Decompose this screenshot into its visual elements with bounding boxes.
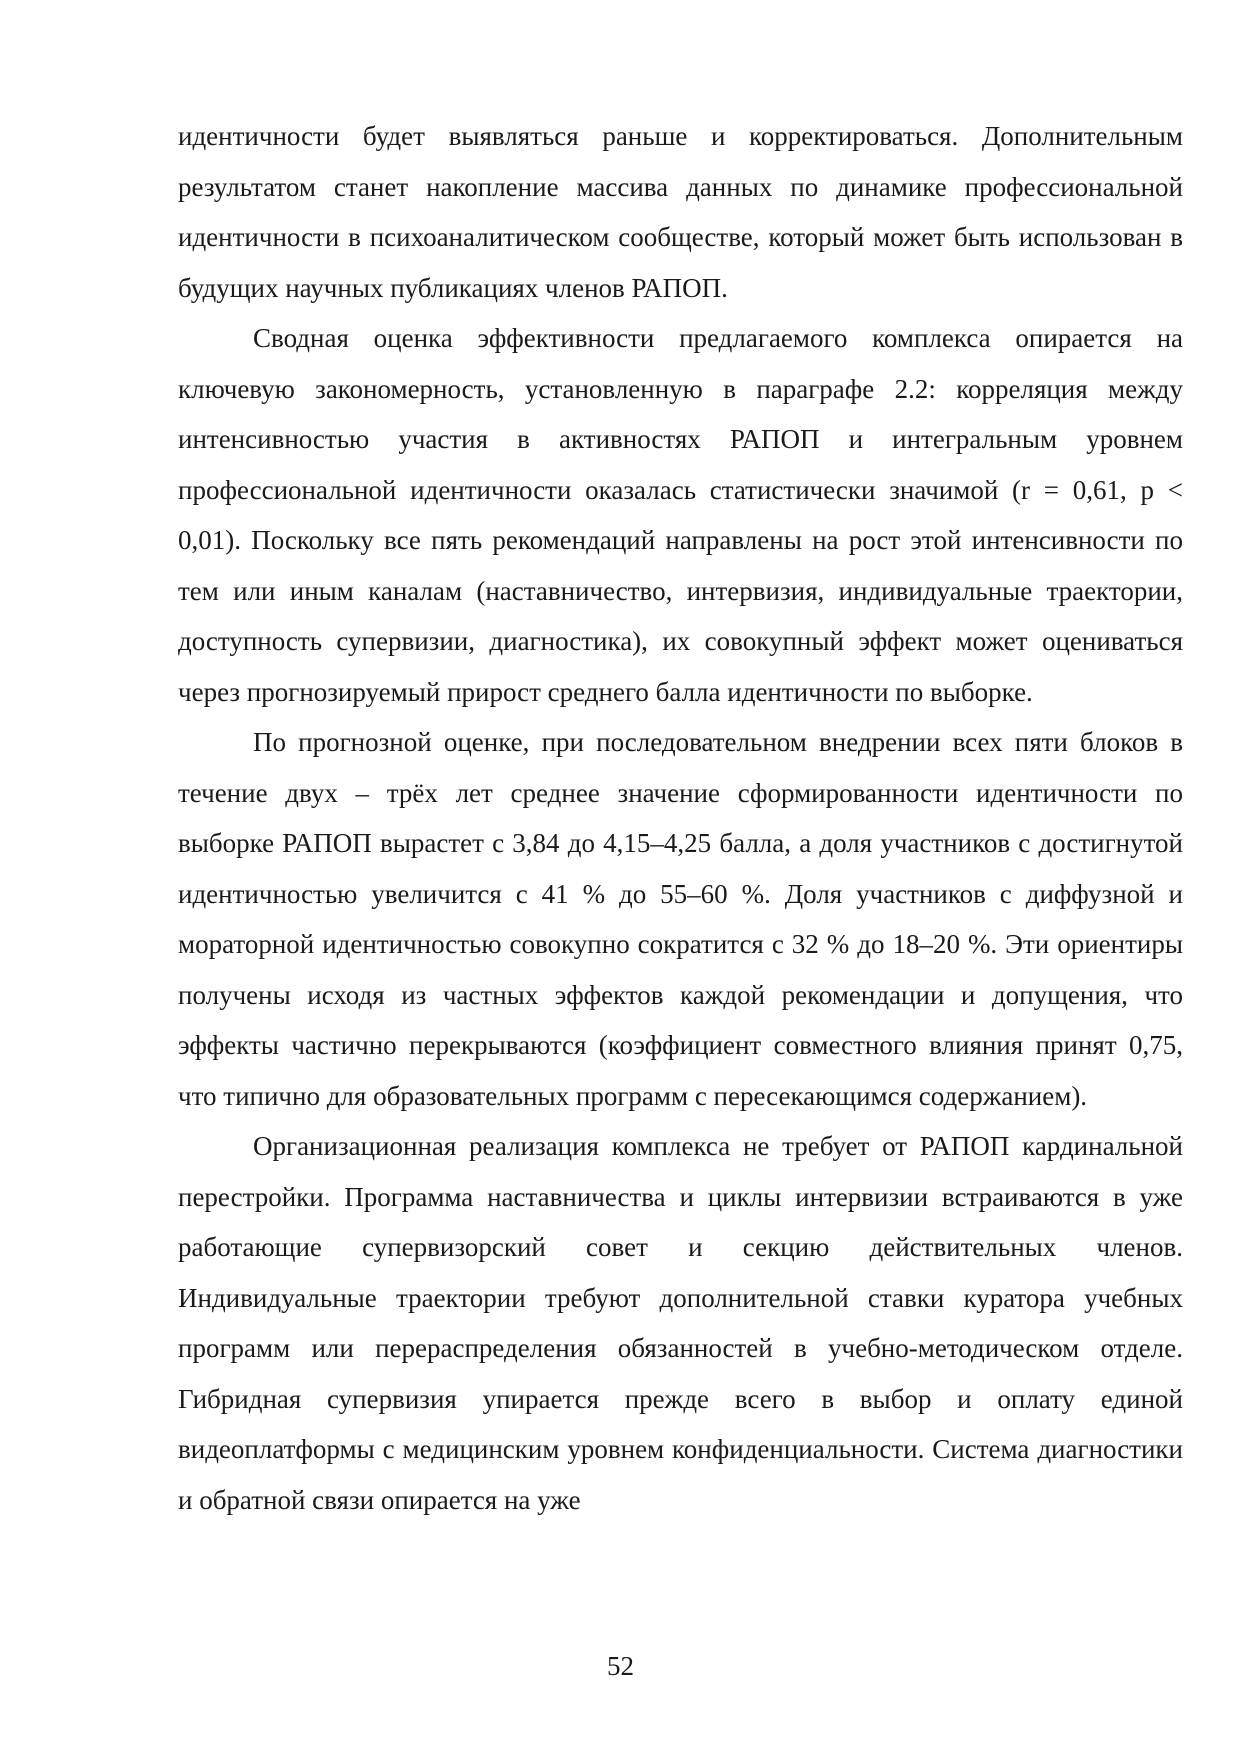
paragraph-forecast: По прогнозной оценке, при последовательном внедрении всех пяти блоков в течение двух – трёх лет среднее значение сформированности идентичности по выборке РАПОП вырастет с 3,84 до 4,15–4,25 балла, а доля участников с достигнутой идентичностью увеличится с 41 % до 55–60 %. Доля участников с диффузной и мораторной идентичностью совокупно сократится с 32 % до 18–20 %. Эти ориентиры получены исходя из частных эффектов каждой рекомендации и допущения, что эффекты частично перекрываются (коэффициент совместного влияния принят 0,75, что типично для образовательных программ с пересекающимся содержанием). [178, 727, 1183, 1111]
paragraph-continuation: идентичности будет выявляться раньше и корректироваться. Дополнительным результатом станет накопление массива данных по динамике профессиональной идентичности в психоаналитическом сообществе, который может быть использован в будущих научных публикациях членов РАПОП. [178, 121, 1183, 303]
paragraph-summary-assessment: Сводная оценка эффективности предлагаемого комплекса опирается на ключевую закономерность, установленную в параграфе 2.2: корреляция между интенсивностью участия в активностях РАПОП и интегральным уровнем профессиональной идентичности оказалась статистически значимой (r = 0,61, p < 0,01). Поскольку все пять рекомендаций направлены на рост этой интенсивности по тем или иным каналам (наставничество, интервизия, индивидуальные траектории, доступность супервизии, диагностика), их совокупный эффект может оцениваться через прогнозируемый прирост среднего балла идентичности по выборке. [178, 323, 1183, 707]
page-number: 52 [607, 1651, 634, 1681]
paragraph-organizational-implementation: Организационная реализация комплекса не требует от РАПОП кардинальной перестройки. Программа наставничества и циклы интервизии встраиваются в уже работающие супервизорский совет и секцию действительных членов. Индивидуальные траектории требуют дополнительной ставки куратора учебных программ или перераспределения обязанностей в учебно-методическом отделе. Гибридная супервизия упирается прежде всего в выбор и оплату единой видеоплатформы с медицинским уровнем конфиденциальности. Система диагностики и обратной связи опирается на уже [178, 1131, 1183, 1515]
body-text [178, 111, 1183, 1525]
